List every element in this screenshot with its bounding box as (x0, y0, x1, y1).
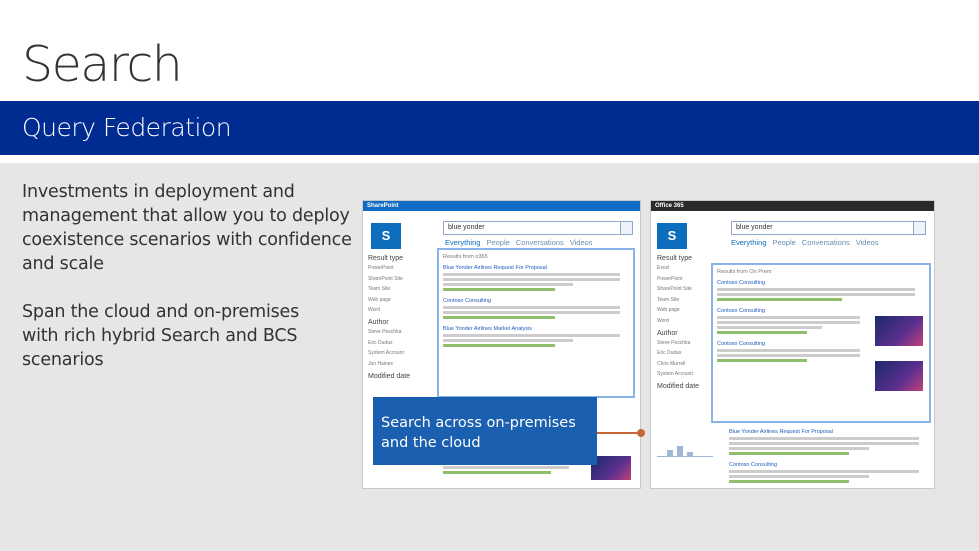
sharepoint-logo-icon: S (371, 223, 401, 249)
list-item[interactable] (443, 326, 629, 347)
search-icon[interactable] (913, 222, 925, 234)
result-title[interactable]: Contoso Consulting (729, 462, 778, 468)
refiner-item[interactable]: SharePoint Site (657, 286, 692, 292)
result-thumbnail-image (591, 456, 631, 480)
refinement-panel (368, 249, 426, 383)
callout-box: Search across on-premises and the cloud (373, 397, 597, 465)
lower-results (729, 429, 929, 489)
list-item[interactable] (717, 280, 925, 301)
refiner-item[interactable]: Steve Peschka (657, 339, 691, 346)
connector-dot-icon (637, 429, 645, 437)
search-verticals (731, 238, 885, 247)
refiner-item[interactable]: PowerPoint (368, 265, 394, 271)
office365-screenshot (650, 200, 935, 489)
result-title[interactable]: Blue Yonder Airlines Market Analysis (443, 326, 532, 332)
search-icon[interactable] (620, 222, 632, 234)
refiner-item[interactable]: Eric Dudas (657, 350, 682, 356)
search-input-value: blue yonder (736, 224, 773, 231)
office365-suite-bar: Office 365 (651, 201, 934, 211)
refiner-heading: Author (657, 329, 678, 337)
refiner-item[interactable]: Steve Peschka (368, 329, 402, 335)
tab-videos[interactable]: Videos (569, 238, 593, 247)
search-input[interactable] (443, 221, 633, 235)
refiner-item[interactable]: Team Site (368, 286, 391, 292)
refiner-item[interactable]: System Account (368, 350, 404, 356)
sharepoint-logo-icon: S (657, 223, 687, 249)
tab-people[interactable]: People (486, 238, 510, 247)
refiner-heading: Modified date (368, 372, 411, 380)
results-heading: Results from o365 (443, 254, 488, 260)
refiner-item[interactable]: Jon Haines (368, 360, 394, 367)
slide-title: Search (22, 36, 182, 93)
refiner-item[interactable]: Team Site (657, 296, 680, 303)
refiner-item[interactable]: PowerPoint (657, 275, 683, 282)
result-title[interactable]: Blue Yonder Airlines Request For Proposal (443, 265, 547, 271)
paragraph-investments: Investments in deployment and management that allow you to deploy coexistence scenarios with confidence and scale (22, 182, 352, 274)
refiner-item[interactable]: Web page (368, 296, 391, 303)
refiner-item[interactable]: Word (368, 307, 380, 313)
tab-people[interactable]: People (772, 238, 796, 247)
callout-connector (597, 432, 641, 434)
list-item[interactable] (443, 298, 629, 319)
results-heading: Results from On Prem (717, 269, 772, 275)
refiner-item[interactable]: Chris Murrell (657, 360, 686, 367)
result-title[interactable]: Contoso Consulting (717, 280, 766, 286)
tab-conversations[interactable]: Conversations (515, 238, 564, 247)
refiner-heading: Modified date (657, 383, 700, 390)
list-item[interactable] (717, 308, 867, 334)
refiner-item[interactable]: Eric Dudas (368, 339, 393, 346)
tab-everything[interactable]: Everything (731, 238, 767, 247)
refiner-item[interactable]: Web page (657, 307, 680, 313)
refiner-item[interactable]: System Account (657, 371, 693, 377)
search-input[interactable] (731, 221, 926, 235)
refiner-item[interactable]: Word (657, 317, 669, 324)
refiner-heading: Result type (657, 255, 693, 262)
paragraph-span-cloud: Span the cloud and on-premises with rich hybrid Search and BCS scenarios (22, 302, 300, 370)
tab-videos[interactable]: Videos (855, 238, 879, 247)
result-thumbnail-image (875, 361, 923, 391)
federated-results-block (437, 248, 635, 398)
refiner-item[interactable]: SharePoint Site (368, 275, 403, 282)
modified-date-slider[interactable] (657, 441, 713, 457)
refiner-heading: Result type (368, 255, 404, 262)
refiner-item[interactable]: Excel (657, 265, 670, 271)
subtitle-band (0, 101, 979, 155)
result-title[interactable]: Contoso Consulting (717, 341, 766, 347)
list-item[interactable] (717, 341, 867, 362)
tab-conversations[interactable]: Conversations (801, 238, 850, 247)
refiner-heading: Author (368, 319, 389, 326)
tab-everything[interactable]: Everything (445, 238, 481, 247)
sharepoint-suite-bar: SharePoint (363, 201, 640, 211)
result-title[interactable]: Contoso Consulting (443, 298, 492, 304)
search-input-value: blue yonder (448, 224, 485, 231)
refinement-panel (657, 249, 715, 393)
list-item[interactable] (729, 462, 929, 483)
search-verticals (445, 238, 599, 247)
result-title[interactable]: Contoso Consulting (717, 308, 766, 314)
result-thumbnail-image (875, 316, 923, 346)
result-title[interactable]: Blue Yonder Airlines Request For Proposal (729, 429, 833, 435)
slide-subtitle: Query Federation (22, 113, 232, 142)
list-item[interactable] (729, 429, 929, 455)
list-item[interactable] (443, 265, 629, 291)
